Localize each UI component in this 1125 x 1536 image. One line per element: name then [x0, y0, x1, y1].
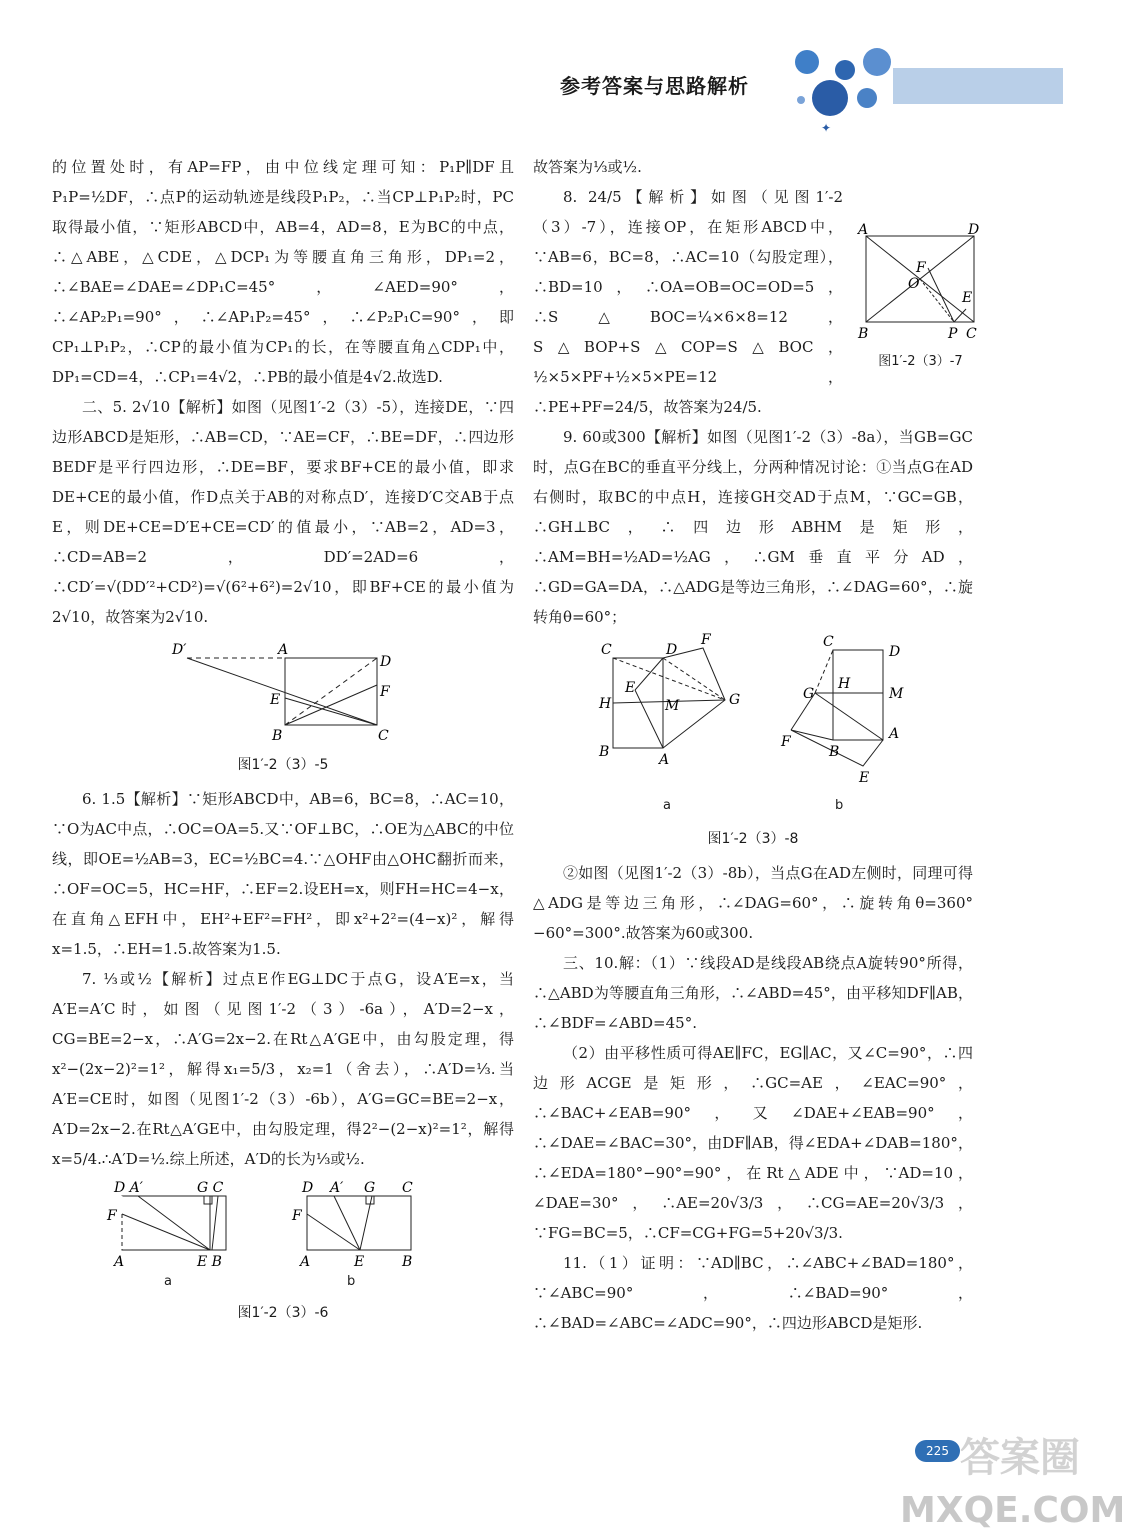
figure-1-2-3-5	[52, 638, 514, 752]
svg-text:D′: D′	[172, 642, 187, 658]
svg-text:G: G	[364, 1180, 376, 1196]
figure-5-caption: 图1′-2（3）-5	[237, 757, 329, 773]
svg-text:D: D	[302, 1180, 314, 1196]
svg-text:H: H	[838, 676, 851, 692]
paragraph-q6: 6. 1.5【解析】∵矩形ABCD中，AB=6，BC=8，∴AC=10，∵O为AC中点，∴OC=OA=5.又∵OF⊥BC，∴OE为△ABC的中位线，即OE=½AB=3，EC=½BC=4.∵△OHF由△OHC翻折而来，∴OF=OC=5，HC=HF，∴EF=2.设EH=x，则FH=HC=4−x，在直角△EFH中，EH²+EF²=FH²，即x²+2²=(4−x)²，解得x=1.5，∴EH=1.5.故答案为1.5.	[52, 790, 514, 958]
q8-block	[533, 182, 980, 422]
paragraph-q10-part2: （2）由平移性质可得AE∥FC，EG∥AC，又∠C=90°，∴四边形ACGE是矩形，∴GC=AE，∠EAC=90°，∴∠BAC+∠EAB=90°，又∠DAE+∠EAB=90°，∴∠DAE=∠BAC=30°，由DF∥AB，得∠EDA+∠DAB=180°，∴∠EDA=180°−90°=90°，在Rt△ADE中，∵AD=10，∠DAE=30°，∴AE=20√3/3，∴CG=AE=20√3/3，∵FG=BC=5，∴CF=CG+FG=5+20√3/3.	[533, 1044, 973, 1242]
figure-8b-label: b	[835, 798, 844, 813]
svg-text:✦: ✦	[821, 121, 832, 135]
svg-text:F: F	[701, 632, 711, 648]
svg-text:F: F	[916, 260, 926, 276]
figure-1-2-3-8	[533, 632, 973, 822]
figure-6a-label: a	[164, 1274, 172, 1289]
svg-text:E B: E B	[197, 1254, 222, 1270]
svg-text:C: C	[402, 1180, 413, 1196]
paragraph-q7-end: 故答案为⅓或½.	[533, 158, 642, 176]
figure-7-caption: 图1′-2（3）-7	[878, 354, 963, 369]
paragraph-q7: 7. ⅓或½【解析】过点E作EG⊥DC于点G，设A′E=x，当A′E=A′C时，如图（见图1′-2（3）-6a），A′D=2−x，CG=BE=2−x，∴A′G=2x−2.在Rt△A′GE中，由勾股定理，得x²−(2x−2)²=1²，解得x₁=5/3，x₂=1（舍去），∴A′D=⅓.当A′E=CE时，如图（见图1′-2（3）-6b），A′G=GC=BE=2−x，A′D=2x−2.在Rt△A′GE中，由勾股定理，得2²−(2−x)²=1²，解得x=5/4.∴A′D=½.综上所述，A′D的长为⅓或½.	[52, 970, 514, 1168]
svg-text:D A′: D A′	[114, 1180, 143, 1196]
paragraph-q4-end: 的位置处时，有AP=FP，由中位线定理可知：P₁P∥DF且P₁P=½DF，∴点P的运动轨迹是线段P₁P₂，∴当CP⊥P₁P₂时，PC取得最小值，∵矩形ABCD中，AB=4，AD=8，E为BC的中点，∴△ABE，△CDE，△DCP₁为等腰直角三角形，DP₁=2，∴∠BAE=∠DAE=∠DP₁C=45°，∠AED=90°，∴∠AP₂P₁=90°，∴∠AP₁P₂=45°，∴∠P₂P₁C=90°，即CP₁⊥P₁P₂，∴CP的最小值为CP₁的长，在等腰直角△CDP₁中，DP₁=CD=4，∴CP₁=4√2，∴PB的最小值是4√2.故选D.	[52, 158, 514, 386]
header-bubbles-decoration	[785, 40, 905, 140]
figure-8a-label: a	[663, 798, 671, 813]
svg-text:E: E	[962, 290, 973, 306]
page-number: 225	[915, 1440, 960, 1462]
svg-text:P: P	[948, 326, 958, 342]
svg-text:G: G	[803, 686, 815, 702]
paragraph-q10-part1: 三、10.解：（1）∵线段AD是线段AB绕点A旋转90°所得，∴△ABD为等腰直角三角形，∴∠ABD=45°，由平移知DF∥AB，∴∠BDF=∠ABD=45°.	[533, 954, 973, 1032]
svg-text:E: E	[270, 692, 281, 708]
svg-text:C: C	[378, 728, 389, 744]
svg-text:D: D	[666, 642, 678, 658]
paragraph-q8: 8. 24/5【解析】如图（见图1′-2（3）-7），连接OP，在矩形ABCD中，∵AB=6，BC=8，∴AC=10（勾股定理），∴BD=10，∴OA=OB=OC=OD=5，∴S△BOC=¼×6×8=12，S△BOP+S△COP=S△BOC，½×5×PF+½×5×PE=12，∴PE+PF=24/5，故答案为24/5.	[533, 188, 843, 416]
paragraph-q11: 11.（1）证明：∵AD∥BC，∴∠ABC+∠BAD=180°，∵∠ABC=90°，∴∠BAD=90°，∴∠BAD=∠ABC=∠ADC=90°，∴四边形ABCD是矩形.	[533, 1254, 973, 1332]
svg-text:E: E	[625, 680, 636, 696]
svg-text:G: G	[729, 692, 741, 708]
svg-text:B: B	[858, 326, 869, 342]
figure-1-2-3-6	[52, 1180, 514, 1296]
svg-text:B: B	[272, 728, 283, 744]
paragraph-q5: 二、5. 2√10【解析】如图（见图1′-2（3）-5），连接DE，∵四边形ABCD是矩形，∴AB=CD，∵AE=CF，∴BE=DF，∴四边形BEDF是平行四边形，∴DE=BF，要求BF+CE的最小值，即求DE+CE的最小值，作D点关于AB的对称点D′，连接D′C交AB于点E，则DE+CE=D′E+CE=CD′的值最小，∵AB=2，AD=3，∴CD=AB=2，DD′=2AD=6，∴CD′=√(DD′²+CD²)=√(6²+6²)=2√10，即BF+CE的最小值为2√10，故答案为2√10.	[52, 398, 514, 626]
svg-text:B: B	[402, 1254, 413, 1270]
svg-text:C: C	[823, 634, 834, 650]
left-column	[52, 152, 514, 1322]
svg-text:A: A	[278, 642, 289, 658]
svg-text:F: F	[380, 684, 390, 700]
svg-text:B: B	[829, 744, 840, 760]
svg-text:A: A	[114, 1254, 125, 1270]
svg-text:M: M	[665, 698, 680, 714]
svg-text:O: O	[908, 276, 920, 292]
svg-text:E: E	[354, 1254, 365, 1270]
svg-text:C: C	[601, 642, 612, 658]
right-column	[533, 152, 980, 1338]
svg-text:A: A	[889, 726, 900, 742]
svg-text:A: A	[858, 222, 869, 238]
watermark-chinese: 答案圈	[960, 1435, 1080, 1481]
svg-text:H: H	[599, 696, 612, 712]
paragraph-q9: 9. 60或300【解析】如图（见图1′-2（3）-8a），当GB=GC时，点G在BC的垂直平分线上，分两种情况讨论：①当点G在AD右侧时，取BC的中点H，连接GH交AD于点M，∵GC=GB，∴GH⊥BC，∴四边形ABHM是矩形，∴AM=BH=½AD=½AG，∴GM垂直平分AD，∴GD=GA=DA，∴△ADG是等边三角形，∴∠DAG=60°，∴旋转角θ=60°；	[533, 428, 973, 626]
svg-text:F: F	[107, 1208, 117, 1224]
svg-text:D: D	[889, 644, 901, 660]
watermark-site: MXQE.COM	[900, 1490, 1125, 1531]
svg-text:G C: G C	[197, 1180, 224, 1196]
svg-text:M: M	[889, 686, 904, 702]
svg-text:C: C	[966, 326, 977, 342]
svg-text:A: A	[300, 1254, 311, 1270]
svg-text:A′: A′	[330, 1180, 344, 1196]
figure-6-caption: 图1′-2（3）-6	[237, 1305, 329, 1321]
svg-text:A: A	[659, 752, 670, 768]
svg-text:B: B	[599, 744, 610, 760]
paragraph-q9-part2: ②如图（见图1′-2（3）-8b），当点G在AD左侧时，同理可得△ADG是等边三角形，∴∠DAG=60°，∴旋转角θ=360°−60°=300°.故答案为60或300.	[533, 864, 973, 942]
svg-text:E: E	[859, 770, 870, 786]
svg-text:F: F	[292, 1208, 302, 1224]
svg-text:F: F	[781, 734, 791, 750]
header-bar	[893, 68, 1063, 104]
figure-8-caption: 图1′-2（3）-8	[707, 831, 799, 847]
figure-6b-label: b	[347, 1274, 356, 1289]
page-header-title: 参考答案与思路解析	[560, 74, 749, 98]
svg-text:D: D	[380, 654, 392, 670]
svg-text:D: D	[968, 222, 980, 238]
figure-1-2-3-7	[858, 222, 983, 369]
